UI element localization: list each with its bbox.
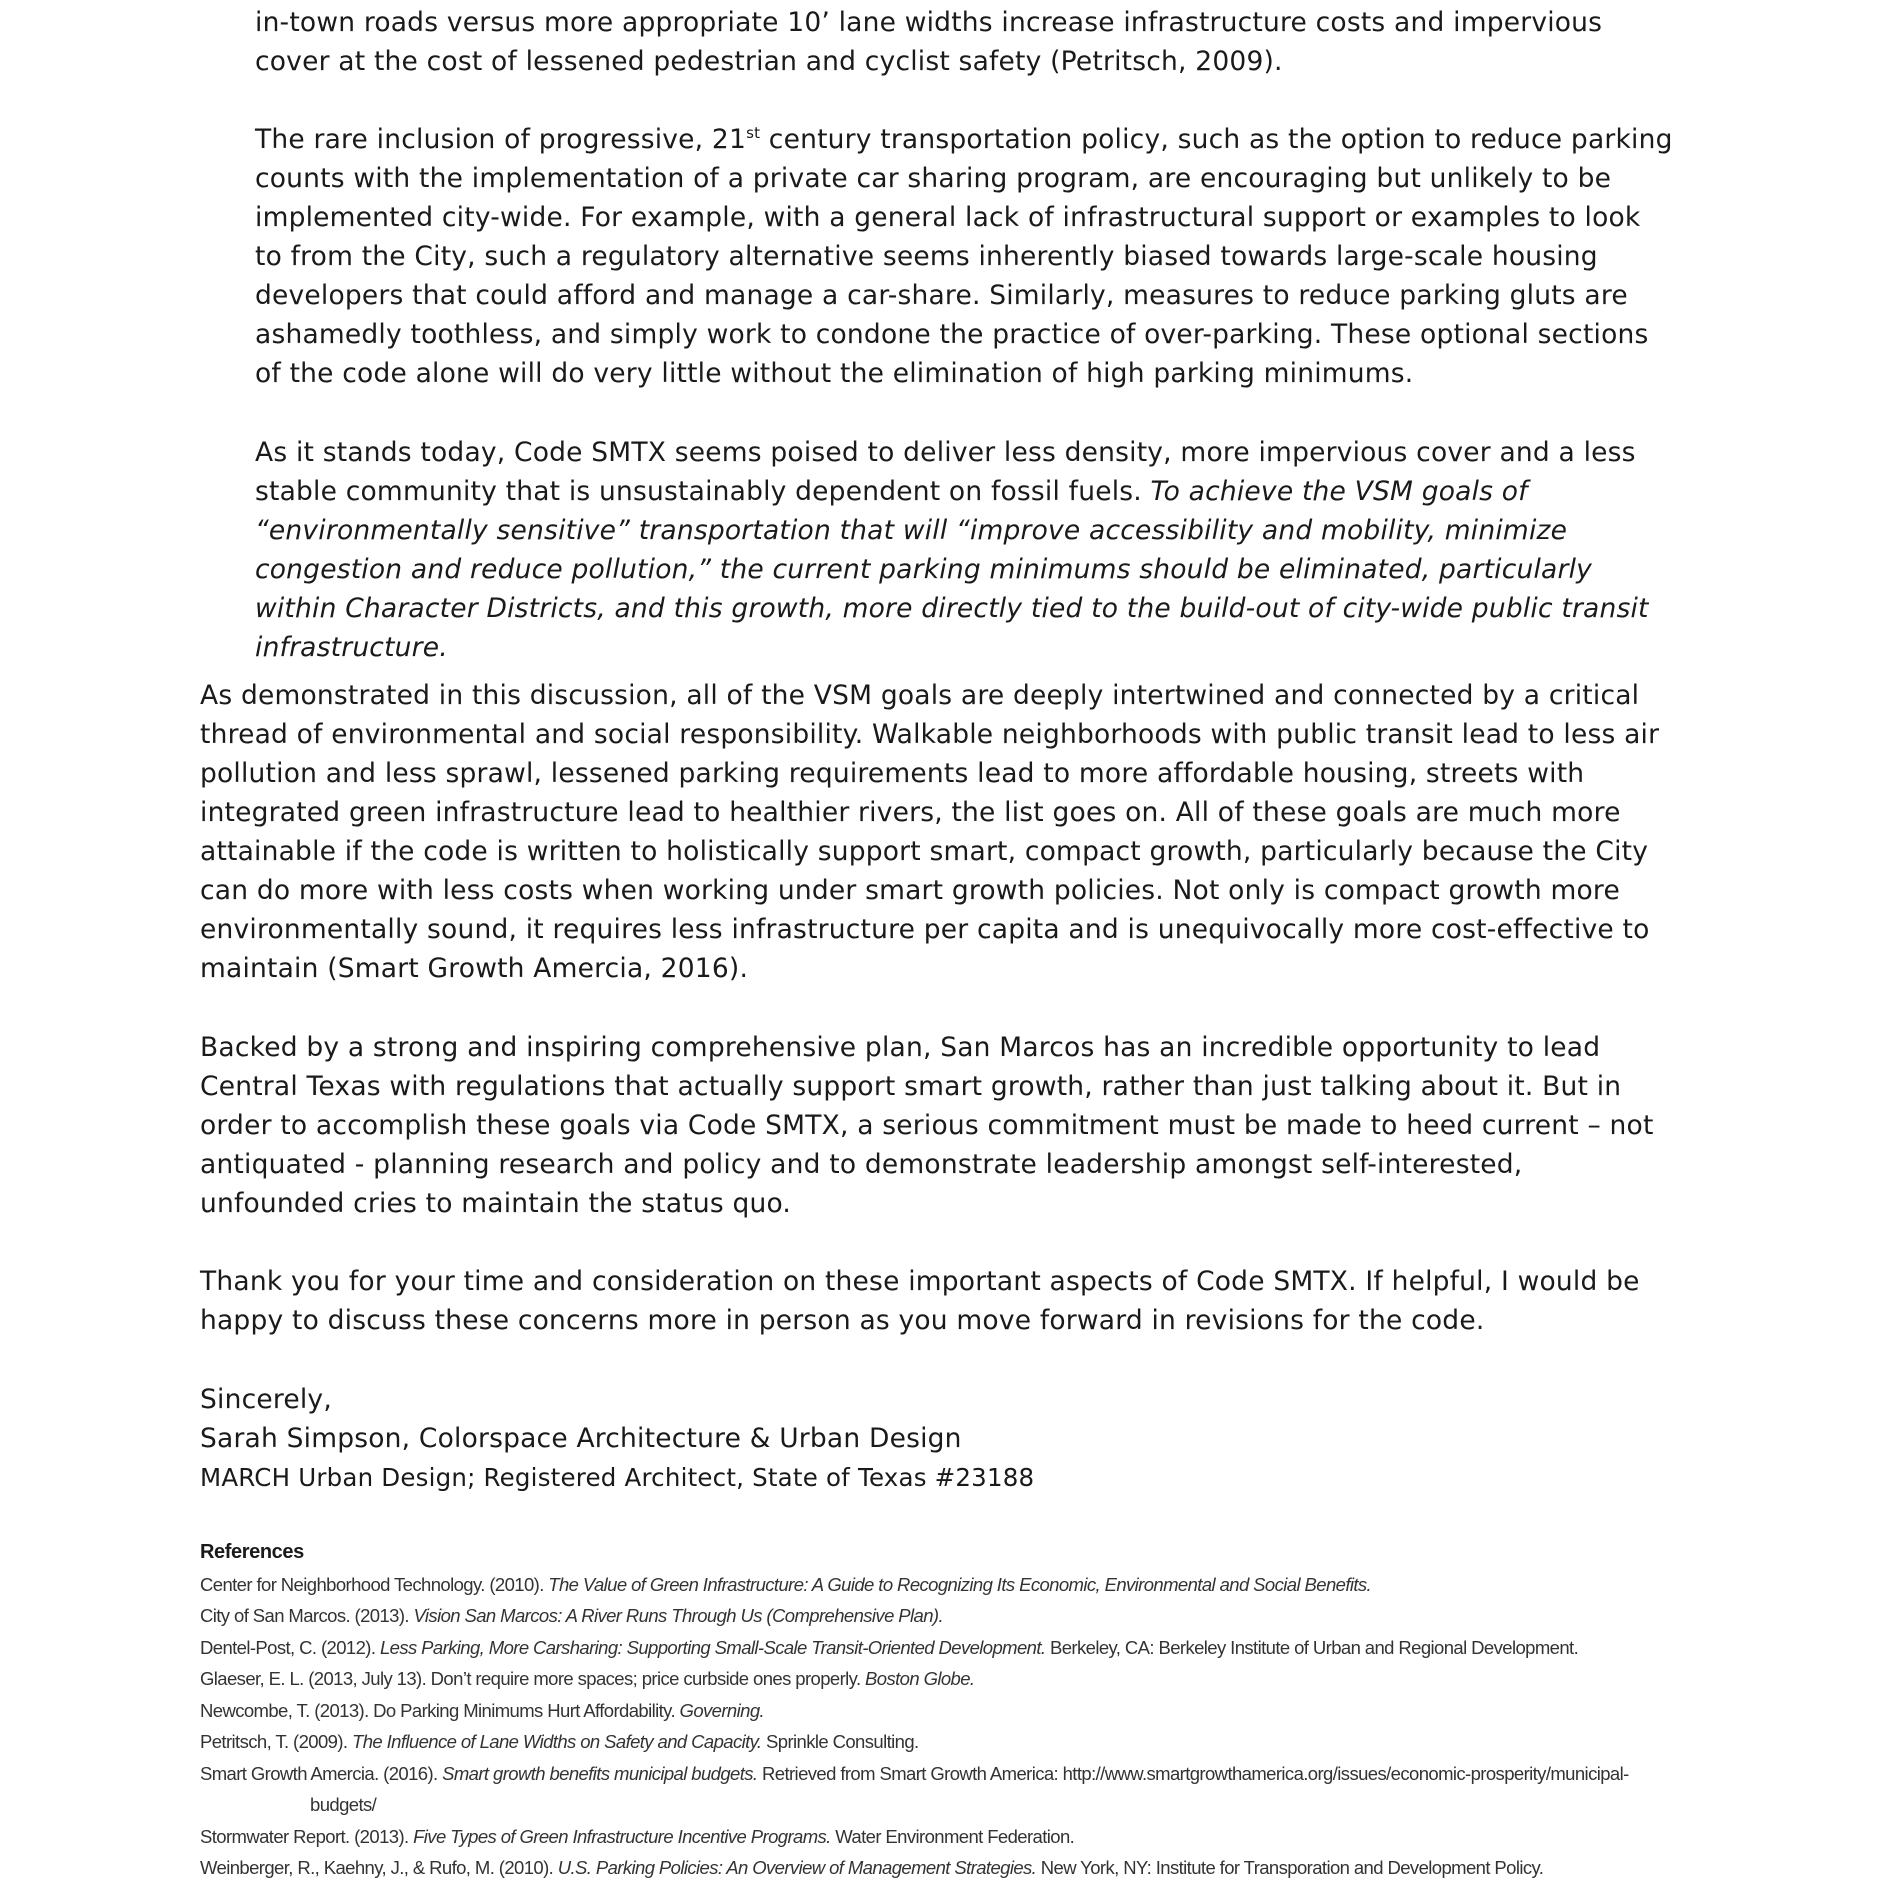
paragraph-text: As it stands today, Code SMTX seems poised to deliver less density, more impervious cover and a less stable community that is unsustainably dependent on fossil fuels. <box>255 437 1636 507</box>
author-credentials: MARCH Urban Design; Registered Architect, State of Texas #23188 <box>200 1463 1035 1492</box>
paragraph-text: As demonstrated in this discussion, all of the VSM goals are deeply intertwined and connected by a critical thread of environmental and social responsibility. Walkable neighborhoods with public transit lead to less air pollution and less sprawl, lessened parking requirements lead to more affordable housing, streets with integrated green infrastructure lead to healthier rivers, the list goes on. All of these goals are much more attainable if the code is written to holistically support smart, compact growth, particularly because the City can do more with less costs when working under smart growth policies. Not only is compact growth more environmentally sound, it requires less infrastructure per capita and is unequivocally more cost-effective to maintain (Smart Growth Amercia, 2016). <box>200 680 1660 984</box>
reference-item: Dentel-Post, C. (2012). Less Parking, More Carsharing: Supporting Small-Scale Transit-Oriented Development. Berkeley, CA: Berkeley Institute of Urban and Regional Development. <box>200 1636 1579 1658</box>
reference-item: Petritsch, T. (2009). The Influence of Lane Widths on Safety and Capacity. Sprinkle Consulting. <box>200 1731 919 1752</box>
paragraph-as-it-stands <box>255 433 1675 667</box>
paragraph-italic-recommendation: To achieve the VSM goals of “environmentally sensitive” transportation that will “improve accessibility and mobility, minimize congestion and reduce pollution,” the current parking minimums should be eliminated, particularly within Character Districts, and this growth, more directly tied to the build-out of city-wide public transit infrastructure. <box>255 476 1649 663</box>
references-heading: References <box>200 1541 304 1563</box>
paragraph-text: century transportation policy, such as the option to reduce parking counts with the implementation of a private car sharing program, are encouraging but unlikely to be implemented city-wide. For example, with a general lack of infrastructural support or examples to look to from the City, such a regulatory alternative seems inherently biased towards large-scale housing developers that could afford and manage a car-share. Similarly, measures to reduce parking gluts are ashamedly toothless, and simply work to condone the practice of over-parking. These optional sections of the code alone will do very little without the elimination of high parking minimums. <box>255 124 1673 389</box>
paragraph-transportation-policy <box>255 120 1675 393</box>
reference-item: City of San Marcos. (2013). Vision San Marcos: A River Runs Through Us (Comprehensive Plan). <box>200 1605 944 1626</box>
paragraph-text: Thank you for your time and consideration on these important aspects of Code SMTX. If helpful, I would be happy to discuss these concerns more in person as you move forward in revisions for the code. <box>200 1266 1640 1336</box>
author-name: Sarah Simpson, Colorspace Architecture & Urban Design <box>200 1423 962 1454</box>
references-section <box>200 1537 1675 1884</box>
paragraph-text: The rare inclusion of progressive, 21 <box>255 124 747 155</box>
ordinal-suffix: st <box>746 124 761 142</box>
paragraph-text: in-town roads versus more appropriate 10’ lane widths increase infrastructure costs and impervious cover at the cost of lessened pedestrian and cyclist safety (Petritsch, 2009). <box>255 7 1603 77</box>
closing: Sincerely, <box>200 1384 332 1415</box>
reference-item: Glaeser, E. L. (2013, July 13). Don’t require more spaces; price curbside ones properly. Boston Globe. <box>200 1668 975 1689</box>
paragraph-text: Backed by a strong and inspiring comprehensive plan, San Marcos has an incredible opportunity to lead Central Texas with regulations that actually support smart growth, rather than just talking about it. But in order to accomplish these goals via Code SMTX, a serious commitment must be made to heed current – not antiquated - planning research and policy and to demonstrate leadership amongst self-interested, unfounded cries to maintain the status quo. <box>200 1032 1654 1219</box>
paragraph-vsm-goals <box>200 676 1675 988</box>
reference-item: Stormwater Report. (2013). Five Types of Green Infrastructure Incentive Programs. Water Environment Federation. <box>200 1825 1075 1847</box>
reference-item: Newcombe, T. (2013). Do Parking Minimums Hurt Affordability. Governing. <box>200 1699 765 1721</box>
paragraph-backed-by-plan <box>200 1028 1675 1223</box>
reference-item: Center for Neighborhood Technology. (2010). The Value of Green Infrastructure: A Guide to Recognizing Its Economic, Environmental and Social Benefits. <box>200 1573 1372 1595</box>
paragraph-lane-widths <box>255 3 1675 81</box>
paragraph-thank-you <box>200 1262 1675 1340</box>
reference-item: Smart Growth Amercia. (2016). Smart growth benefits municipal budgets. Retrieved from Smart Growth America: http://www.smartgrowthamerica.org/issues/economic-prosperity/municipal-budgets/ <box>200 1762 1629 1815</box>
signature-block <box>200 1380 1675 1497</box>
reference-item: Weinberger, R., Kaehny, J., & Rufo, M. (2010). U.S. Parking Policies: An Overview of Management Strategies. New York, NY: Institute for Transporation and Development Policy. <box>200 1857 1544 1878</box>
